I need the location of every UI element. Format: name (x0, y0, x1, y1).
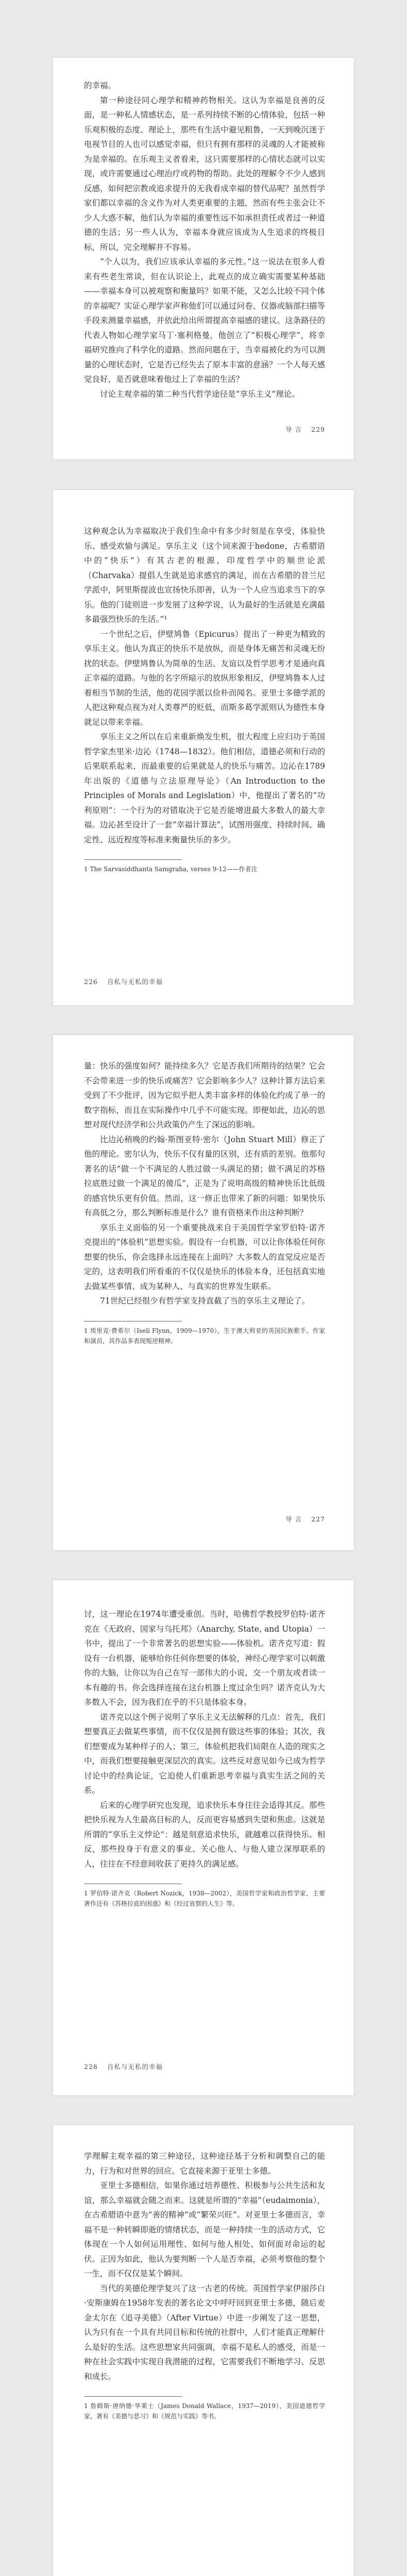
footnote: 1 The Sarvasiddhanta Samgraha, verses 9-12——作者注 (84, 866, 258, 873)
paragraph: 量：快乐的强度如何？能持续多久？它是否我们所期待的结果？它会不会带来进一步的快乐或痛苦？它会影响多少人？这种计算方法后来受到了不少批评，因为它似乎把人类丰富多样的体验化约成了单一的数字指标，而且在实际操作中几乎不可能实现。即便如此，边沁的思想对现代经济学和公共政策仍产生了深远的影响。 (84, 1061, 325, 1129)
page-3 (53, 1035, 354, 1550)
page-number: 228 (84, 2063, 98, 2071)
paragraph: 学理解主观幸福的第三种途径，这种途径基于分析和调整自己的能力，行为和对世界的回应。它直接来源于亚里士多德。 (84, 2151, 325, 2176)
running-footer (285, 1514, 325, 1523)
running-title: 自私与无私的幸福 (107, 978, 163, 986)
page-2 (53, 490, 354, 1005)
paragraph: 后来的心理学研究也发现，追求快乐本身往往会适得其反。那些把快乐视为人生最高目标的人，反而更容易感到失望和焦虑。这就是所谓的“享乐主义悖论”：越是刻意追求快乐，就越难以获得快乐。相反，那些投身于有意义的事业、关心他人、与他人建立深厚联系的人，往往在不经意间收获了更持久的满足感。 (84, 1800, 325, 1869)
page-1 (53, 58, 354, 460)
footnote: 1 罗伯特·诺齐克（Robert Nozick，1938—2002），美国哲学家和政治哲学家，主要著作还有《苏格拉底的困惑》和《经过省察的人生》等。 (84, 1890, 325, 1907)
running-footer (285, 425, 325, 434)
paragraph: 71世纪已经很少有哲学家支持直截了当的享乐主义理论了。 (100, 1296, 310, 1306)
paragraph: 当代的美德伦理学复兴了这一古老的传统。英国哲学家伊丽莎白·安斯康姆在1958年发表的著名论文中呼吁回到亚里士多德，随后麦金太尔在《追寻美德》（After Virtue）中进一步阐发了这一思想，认为只有在一个具有共同目标和传统的社群中，人们才能真正理解什么是好的生活。这些思想家共同强调，幸福不是私人的感受，而是一种在社会实践中实现自我潜能的过程，它需要我们不断地学习、反思和成长。 (84, 2283, 325, 2381)
running-footer (84, 2062, 163, 2071)
paragraph: 享乐主义面临的另一个重要挑战来自于美国哲学家罗伯特·诺齐克提出的“体验机”思想实验。假设有一台机器，可以让你体验任何你想要的快乐，你会选择永远连接在上面吗？大多数人的直觉反应是否定的，这表明我们所看重的不仅仅是快乐的体验本身，还包括真实地去做某些事情、成为某种人、与真实的世界发生联系。 (84, 1223, 325, 1291)
paragraph: 第一种途径同心理学和精神药物相关。这认为幸福是良善的反面，是一种私人情感状态，是一系列持续不断的心情体验，包括一种乐观积极的态度、理论上，那些有生活中避见粗鲁，一天到晚沉迷于电视节目的人也可以感觉幸福，但只有拥有那样的灵魂的人才能被称为是幸福的。在乐观主义者看来，这只需要那样的心情状态就可以实现，或许需要通过心理治疗或药物的帮助。此处的理解令不少人感到反感，如何把宗教或追求提升的无我看成幸福的替代品呢？虽然哲学家们都以幸福的含义作为对人类更重要的主题，然而有些主张会让不少人大惑不解，他们认为幸福的重要性远不如承担责任或者过一种道德的生活；另一些人认为，幸福本身就应该成为人生追求的终极目标，所以，完全理解并不容易。 (84, 95, 325, 252)
paragraph: 这种观念认为幸福取决于我们生命中有多少时刻是在享受，体验快乐、感受欢愉与满足。享乐主义（这个词来源于hedone，古希腊语中的“快乐”）有其古老的根源，印度哲学中的顺世论派（Charvaka）提倡人生就是追求感官的满足，而在古希腊的昔兰尼学派中，阿里斯提波也宣扬快乐即善，认为一个人应当追求当下的享乐。他的门徒则进一步发展了这种学说，认为最好的生活就是充满最多最强烈快乐的生活。”¹ (84, 527, 325, 624)
paragraph: 诺齐克以这个例子说明了享乐主义无法解释的几点：首先，我们想要真正去做某些事情，而不仅仅是拥有做这些事的体验；其次，我们想要成为某种样子的人；第三，体验机把我们局限在人造的现实之中，而我们想要接触更深层次的真实。这些反对意见如今已成为哲学讨论中的经典论证，它迫使人们重新思考幸福与真实生活之间的关系。 (84, 1712, 325, 1795)
running-title: 自私与无私的幸福 (107, 2063, 163, 2071)
running-footer (84, 977, 163, 986)
page-5-body (84, 2149, 325, 2421)
footnote-divider (84, 2396, 182, 2397)
paragraph: 的幸福。 (84, 81, 116, 90)
page-1-body (84, 78, 325, 401)
page-number: 229 (311, 426, 325, 433)
paragraph: 享乐主义之所以在后来重新焕发生机，很大程度上应归功于英国哲学家杰里米·边沁（1748—1832）。他们相信，道德必须和行动的后果联系起来，而最重要的后果就是人的快乐与痛苦。边沁在1789年出版的《道德与立法原理导论》（An Introduction to the Principles of Morals and Legislation）中，他提出了著名的“功利原则”：一个行为的对错取决于它是否能增进最大多数人的最大幸福。边沁甚至设计了一套“幸福计算法”，试图用强度、持续时间、确定性、远近程度等标准来衡量快乐的多少。 (84, 732, 325, 844)
paragraph: 亚里士多德相信，如果你通过培养德性、积极参与公共生活和友谊，那么幸福就会随之而来。这就是所谓的“幸福”（eudaimonia），在古希腊语中意为“善的精神”或“繁荣兴旺”。对亚里士多德而言，幸福不是一种转瞬即逝的情绪状态，而是一种持续一生的活动方式，它体现在一个人如何运用理性、如何与他人相处、如何面对命运的起伏。正因为如此，他认为要判断一个人是否幸福，必须考察他的整个一生，而不仅仅是某个瞬间。 (84, 2181, 325, 2278)
paragraph: 比边沁稍晚的约翰·斯图亚特·密尔（John Stuart Mill）修正了他的理论。密尔认为，快乐不仅有量的区别，还有质的差别。他那句著名的话“做一个不满足的人胜过做一头满足的猪；做不满足的苏格拉底胜过做一个满足的傻瓜”，正是为了说明高级的精神快乐比低级的感官快乐更有价值。然而，这一修正也带来了新的问题：如果快乐有高低之分，那么判断标准是什么？谁有资格来作出这种判断？ (84, 1134, 325, 1217)
running-title: 导 言 (285, 1515, 302, 1523)
paragraph: 一个世纪之后，伊壁鸠鲁（Epicurus）提出了一种更为精致的享乐主义。他认为真正的快乐不是放纵，而是身体无痛苦和灵魂无纷扰的状态。伊壁鸠鲁认为简单的生活、友谊以及哲学思考才是通向真正幸福的道路。与他的名字所暗示的放纵形象相反，伊壁鸠鲁本人过着相当节制的生活，他的花园学派以俭朴而闻名。亚里士多德学派的人把这种观点视为对人类尊严的贬低，而斯多葛学派则认为德性本身就足以带来幸福。 (84, 629, 325, 727)
paragraph: 讨，这一理论在1974年遭受重创。当时，哈佛哲学教授罗伯特·诺齐克在《无政府、国家与乌托邦》（Anarchy, State, and Utopia）一书中，提出了一个非常著名的思想实验——体验机。诺齐克写道：假设有一台机器，能够给你任何你想要的体验，神经心理学家可以刺激你的大脑，让你以为自己在写一部伟大的小说、交一个朋友或者读一本有趣的书。你会选择连接在这台机器上度过余生吗？诺齐克认为大多数人不会，因为我们在乎的不只是体验本身。 (84, 1609, 325, 1707)
paragraph: 讨论主观幸福的第二种当代哲学途径是“享乐主义”理论。 (100, 389, 300, 399)
page-3-body (84, 1059, 325, 1346)
running-title: 导 言 (285, 426, 302, 433)
footnote: 1 詹姆斯·唐纳德·华莱士（James Donald Wallace，1937—2019），美国道德哲学家，著有《美德与恶习》和《规范与实践》等书。 (84, 2402, 325, 2420)
paragraph: “个人以为，我们应该承认幸福的多元性。”这一说法在很多人看来有些老生常谈，但在认识论上，此观点的成立确实需要某种基础——幸福本身可以被观察和衡量吗？如果不能，又怎么比较不同个体的幸福呢？实证心理学家声称他们可以通过问卷、仪器或脑部扫描等手段来测量幸福感，并依此给出所谓提高幸福感的建议。这条路径的代表人物如心理学家马丁·塞利格曼，他创立了“积极心理学”，将幸福研究推向了科学化的道路。然而问题在于，当幸福被化约为可以测量的心理状态时，它是否已经失去了原本丰富的意涵？一个人每天感觉良好，是否就意味着他过上了幸福的生活？ (84, 257, 325, 384)
page-5 (53, 2125, 354, 2576)
page-4-body (84, 1607, 325, 1909)
page-4 (53, 1580, 354, 2095)
page-2-body (84, 524, 325, 874)
footnote: 1 埃里克·费希尔（Iseli Flynn，1909—1970），生于澳大利亚的英国民族歌手、作家和演员，其作品多表现叛逆精神。 (84, 1327, 325, 1345)
footnote-divider (84, 859, 182, 860)
page-number: 226 (84, 978, 98, 986)
page-number: 227 (311, 1515, 325, 1523)
